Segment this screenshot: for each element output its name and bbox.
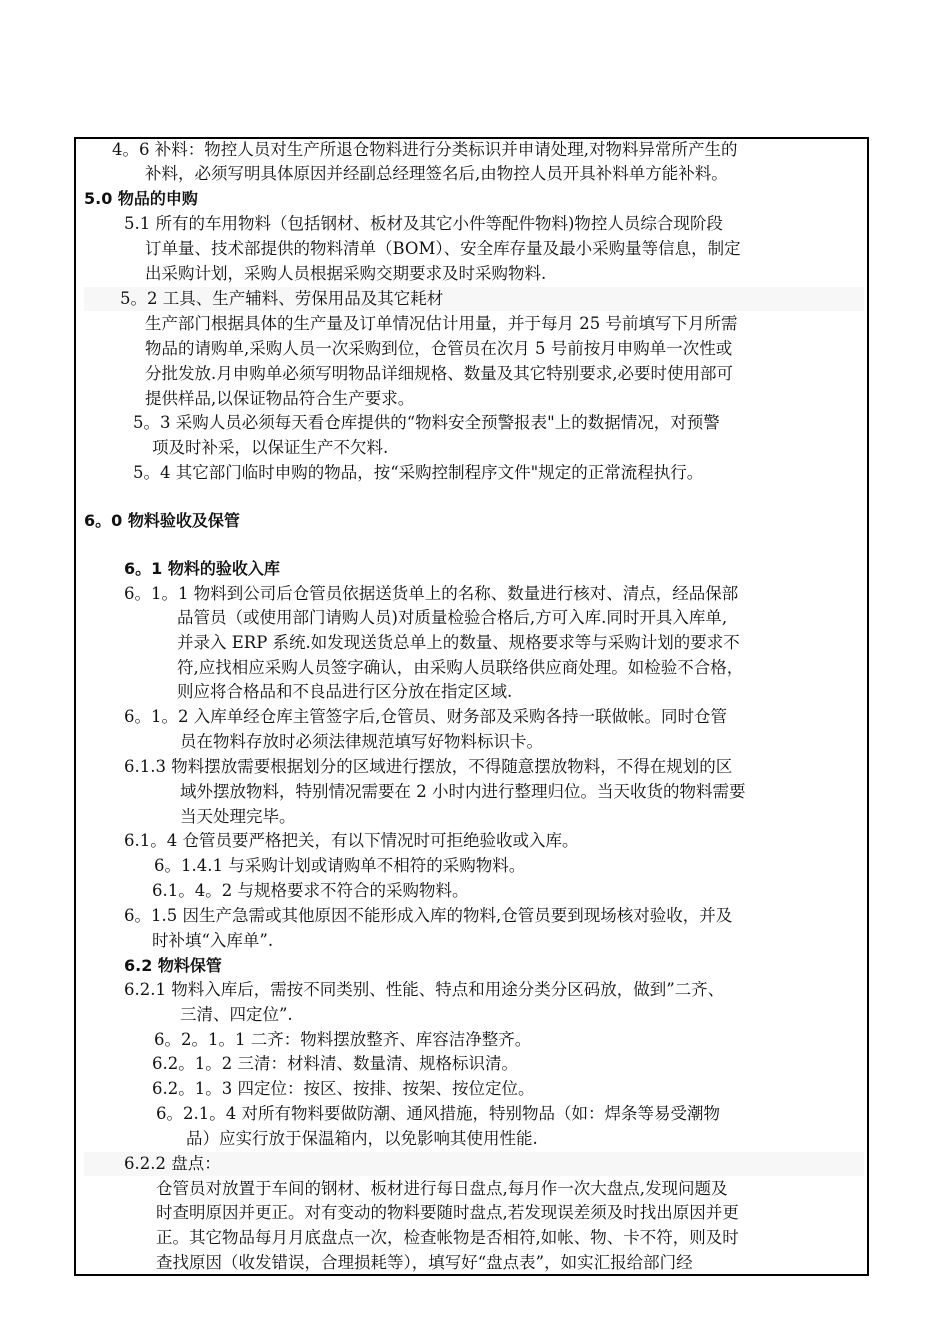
text-line: 三清、四定位”. — [180, 1005, 293, 1024]
text-line: 项及时补采，以保证生产不欠料. — [152, 438, 389, 457]
text-line: 6.2。1。3 四定位：按区、按排、按架、按位定位。 — [152, 1079, 535, 1098]
text-line: 品）应实行放于保温箱内，以免影响其使用性能. — [186, 1129, 538, 1148]
text-line: 提供样品,以保证物品符合生产要求。 — [145, 389, 415, 408]
text-line: 补料，必须写明具体原因并经副总经理签名后,由物控人员开具补料单方能补料。 — [145, 164, 728, 183]
text-line: 出采购计划，采购人员根据采购交期要求及时采购物料. — [145, 264, 547, 283]
text-line: 物品的请购单,采购人员一次采购到位，仓管员在次月 5 号前按月申购单一次性或 — [145, 339, 733, 358]
section-heading: 5.0 物品的申购 — [84, 189, 198, 208]
text-line: 6.2.2 盘点： — [124, 1154, 221, 1173]
text-line: 6。1。1 物料到公司后仓管员依据送货单上的名称、数量进行核对、清点，经品保部 — [124, 584, 739, 603]
text-line: 时补填“入库单”. — [152, 931, 274, 950]
text-line: 当天处理完毕。 — [180, 807, 296, 826]
text-line: 6。1.5 因生产急需或其他原因不能形成入库的物料,仓管员要到现场核对验收，并及 — [124, 906, 733, 925]
text-line: 6。1。2 入库单经仓库主管签字后,仓管员、财务部及采购各持一联做帐。同时仓管 — [124, 707, 727, 726]
text-line: 6.2.1 物料入库后，需按不同类别、性能、特点和用途分类分区码放，做到”二齐、 — [124, 980, 725, 999]
text-line: 6。2。1。1 二齐：物料摆放整齐、库容洁净整齐。 — [154, 1030, 532, 1049]
text-line: 分批发放.月申购单必须写明物品详细规格、数量及其它特别要求,必要时使用部可 — [145, 364, 733, 383]
section-heading: 6.2 物料保管 — [124, 956, 222, 975]
text-line: 5。4 其它部门临时申购的物品，按“采购控制程序文件"规定的正常流程执行。 — [133, 463, 704, 482]
text-line: 符,应找相应采购人员签字确认，由采购人员联络供应商处理。如检验不合格， — [177, 658, 744, 677]
text-line: 6.1。4。2 与规格要求不符合的采购物料。 — [152, 881, 469, 900]
text-line: 域外摆放物料，特别情况需要在 2 小时内进行整理归位。当天收货的物料需要 — [180, 782, 746, 801]
section-heading: 6。0 物料验收及保管 — [84, 511, 240, 530]
text-line: 5。2 工具、生产辅料、劳保用品及其它耗材 — [120, 289, 444, 308]
text-line: 时查明原因并更正。对有变动的物料要随时盘点,若发现误差须及时找出原因并更 — [156, 1203, 739, 1222]
text-line: 查找原因（收发错误，合理损耗等），填写好“盘点表”，如实汇报给部门经 — [156, 1253, 693, 1272]
text-line: 4。6 补料：物控人员对生产所退仓物料进行分类标识并申请处理,对物料异常所产生的 — [112, 140, 738, 159]
text-line: 正。其它物品每月月底盘点一次，检查帐物是否相符,如帐、物、卡不符，则及时 — [156, 1228, 739, 1247]
text-line: 6。1.4.1 与采购计划或请购单不相符的采购物料。 — [154, 856, 526, 875]
text-line: 6.2。1。2 三清：材料清、数量清、规格标识清。 — [152, 1054, 518, 1073]
text-line: 订单量、技术部提供的物料清单（BOM）、安全库存量及最小采购量等信息，制定 — [145, 239, 741, 258]
section-heading: 6。1 物料的验收入库 — [124, 559, 280, 578]
text-line: 生产部门根据具体的生产量及订单情况估计用量，并于每月 25 号前填写下月所需 — [145, 314, 738, 333]
text-line: 则应将合格品和不良品进行区分放在指定区域. — [177, 682, 513, 701]
text-line: 品管员（或使用部门请购人员)对质量检验合格后,方可入库.同时开具入库单, — [177, 608, 728, 627]
text-line: 并录入 ERP 系统.如发现送货总单上的数量、规格要求等与采购计划的要求不 — [177, 633, 740, 652]
text-line: 6.1。4 仓管员要严格把关，有以下情况时可拒绝验收或入库。 — [124, 831, 579, 850]
text-line: 员在物料存放时必须法律规范填写好物料标识卡。 — [180, 732, 543, 751]
text-line: 6.1.3 物料摆放需要根据划分的区域进行摆放，不得随意摆放物料，不得在规划的区 — [124, 757, 733, 776]
text-line: 5。3 采购人员必须每天看仓库提供的“物料安全预警报表"上的数据情况，对预警 — [133, 413, 720, 432]
text-line: 5.1 所有的车用物料（包括钢材、板材及其它小件等配件物料)物控人员综合现阶段 — [124, 214, 723, 233]
text-line: 6。2.1。4 对所有物料要做防潮、通风措施，特别物品（如：焊条等易受潮物 — [156, 1104, 720, 1123]
text-line: 仓管员对放置于车间的钢材、板材进行每日盘点,每月作一次大盘点,发现问题及 — [156, 1179, 728, 1198]
